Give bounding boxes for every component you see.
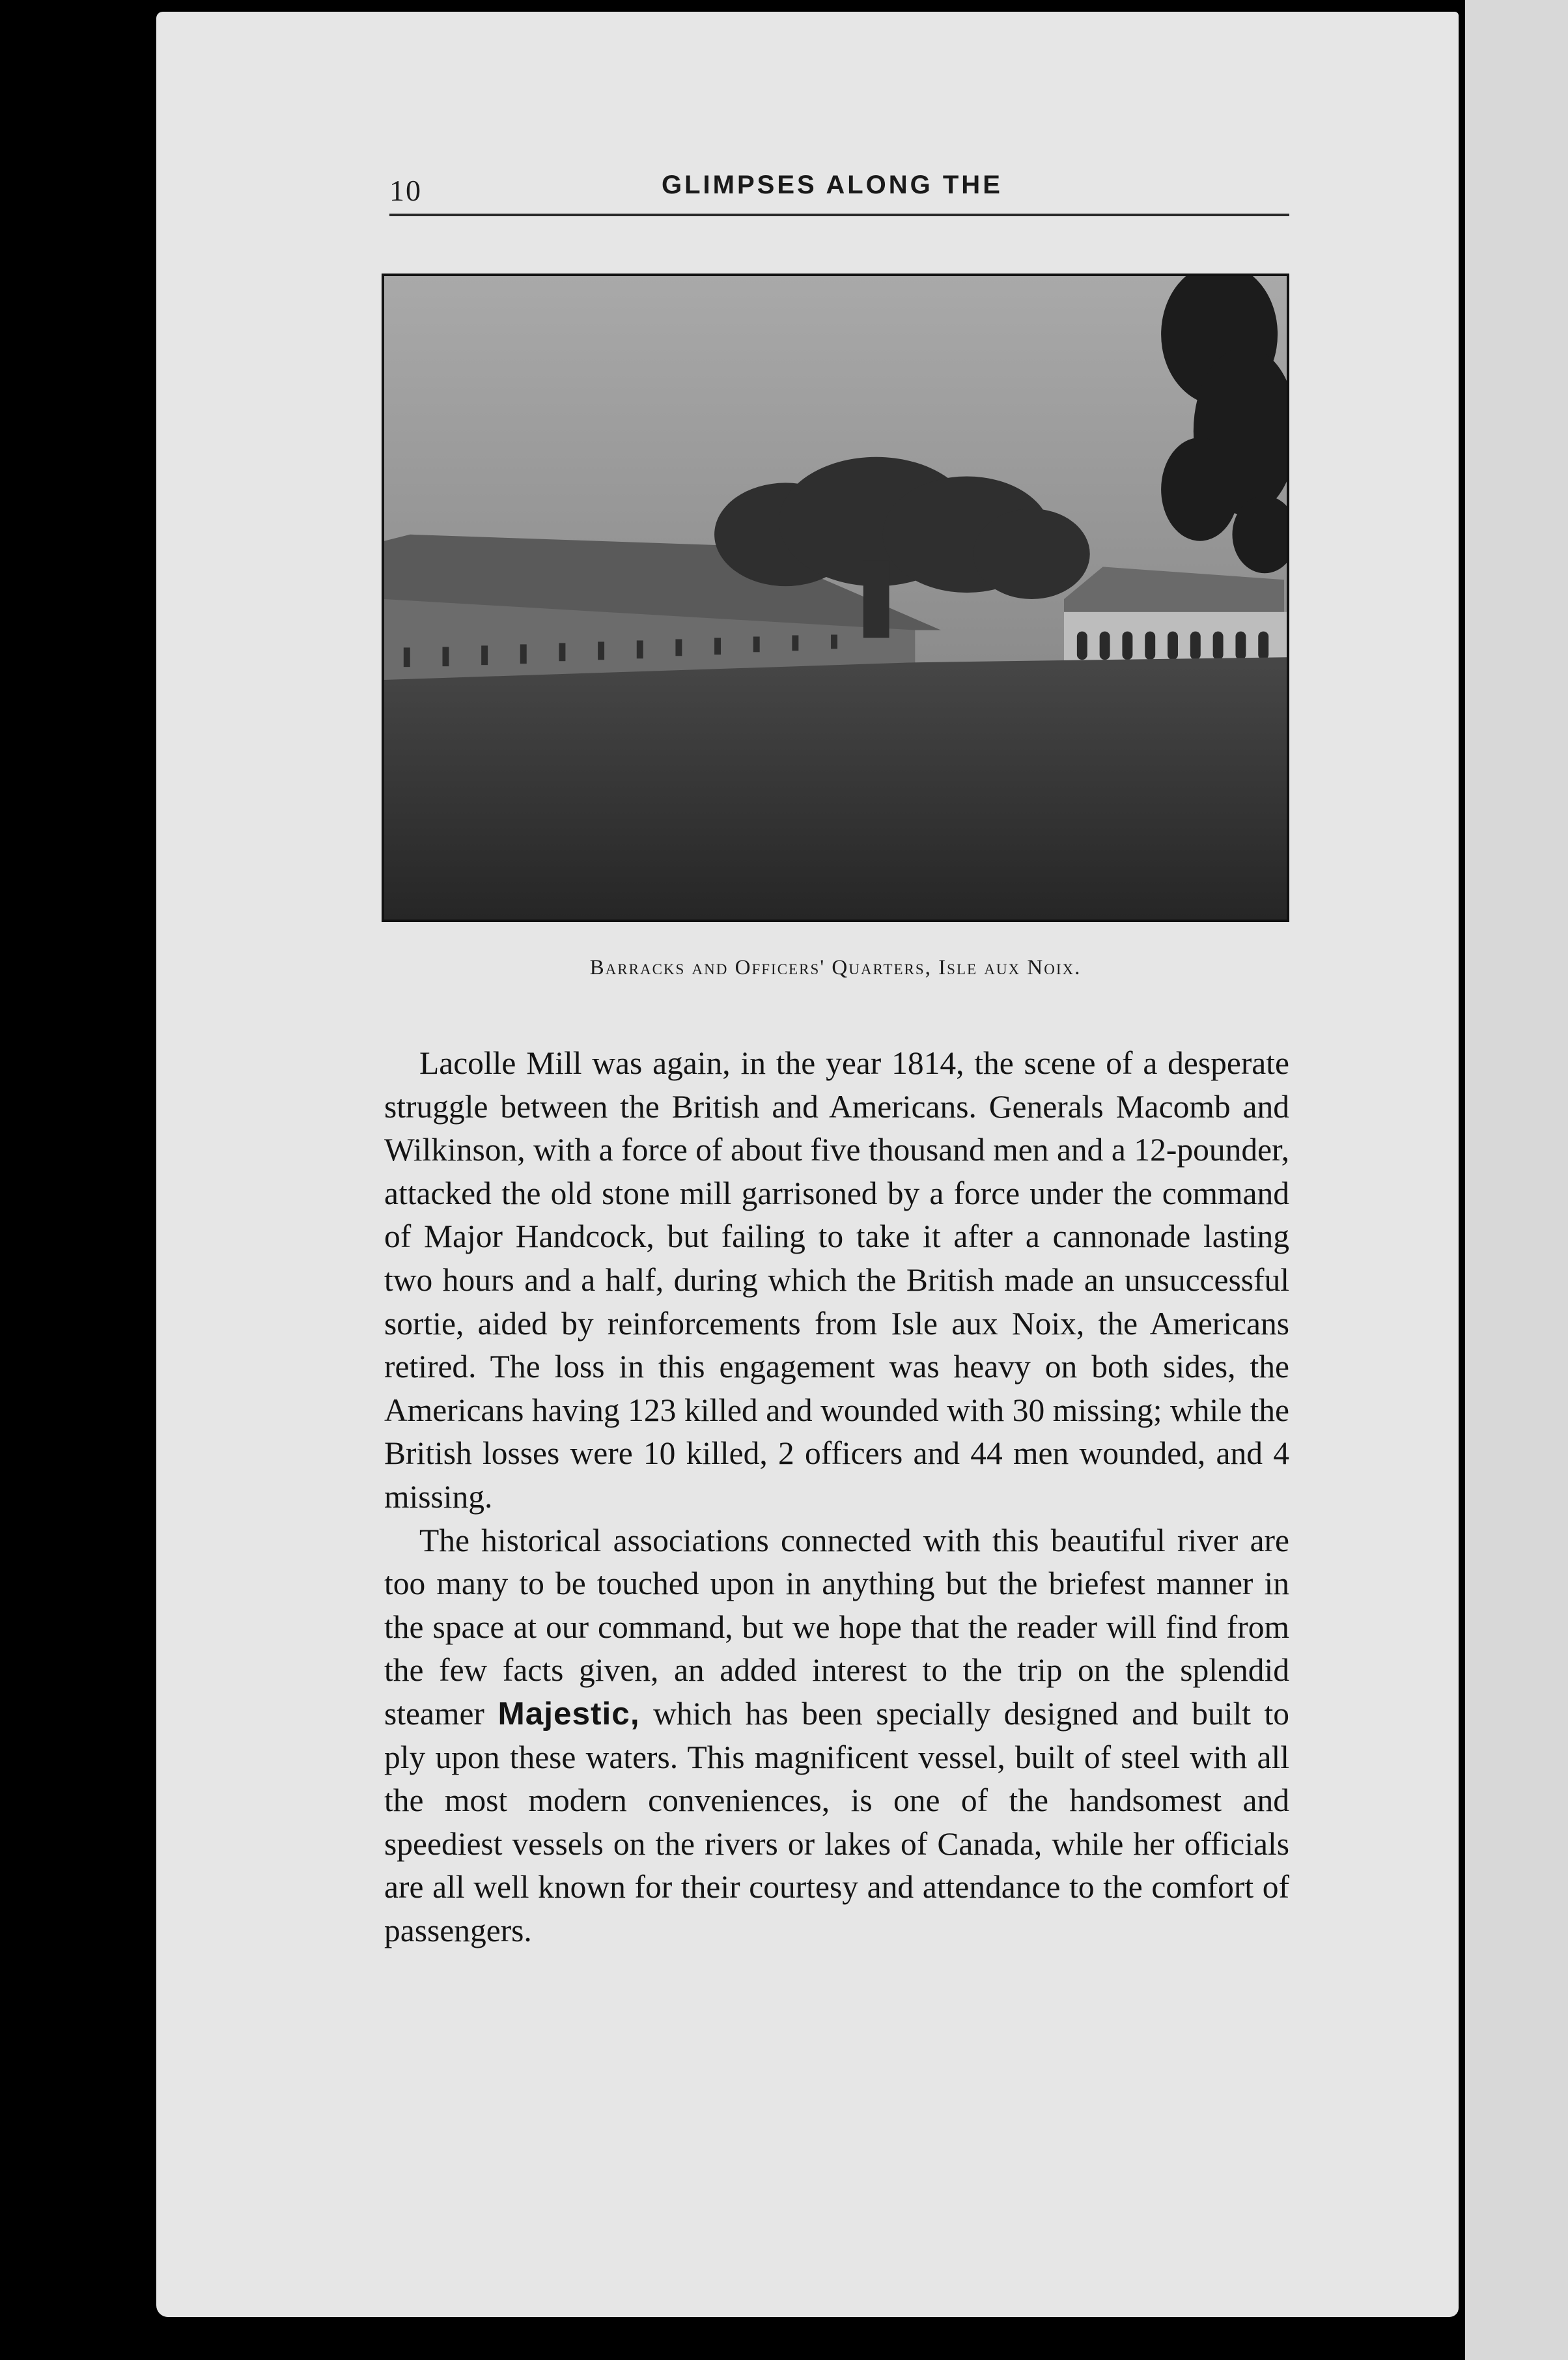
barracks-photograph [384, 276, 1287, 920]
paragraph-lacolle-mill: Lacolle Mill was again, in the year 1814, the scene of a desperate struggle between the British and Americans. Generals Macomb and Wilkinson, with a force of about five thousand men and a 12-pounder, attacked the old stone mill garrisoned by a force under the command of Major Handcock, but failing to take it after a cannonade lasting two hours and a half, during which the British made an unsuccessful sortie, aided by reinforcements from Isle aux Noix, the Americans retired. The loss in this engagement was heavy on both sides, the Americans having 123 killed and wounded with 30 missing; while the British losses were 10 killed, 2 officers and 44 men wounded, and 4 missing. [384, 1045, 1289, 1515]
paragraph-2-after: which has been specially designed and built to ply upon these waters. This magnificent vessel, built of steel with all the most modern conveniences, is one of the handsomest and speediest vessels on the rivers or lakes of Canada, while her officials are all well known for their courtesy and attendance to the comfort of passengers. [384, 1695, 1290, 1948]
next-page-edge [1463, 0, 1568, 2360]
body-text [384, 1042, 1289, 1952]
plate-caption: Barracks and Officers' Quarters, Isle aux Noix. [589, 956, 1082, 979]
header-rule [389, 214, 1289, 216]
running-head: GLIMPSES ALONG THE [662, 171, 1003, 199]
paragraph-historical-associations [384, 1519, 1289, 1953]
page-number: 10 [389, 174, 422, 207]
parade-ground-lawn [384, 657, 1287, 920]
paragraph-2-before: The historical associations connected with this beautiful river are too many to be touched upon in anything but the briefest manner in the space at our command, but we hope that the reader will find from the few facts given, an added interest to the trip on the splendid steamer [384, 1522, 1289, 1732]
page-header [389, 171, 1289, 216]
photo-plate [382, 274, 1289, 922]
officers-quarters-arches [1077, 632, 1268, 660]
steamer-name: Majestic, [497, 1695, 640, 1732]
